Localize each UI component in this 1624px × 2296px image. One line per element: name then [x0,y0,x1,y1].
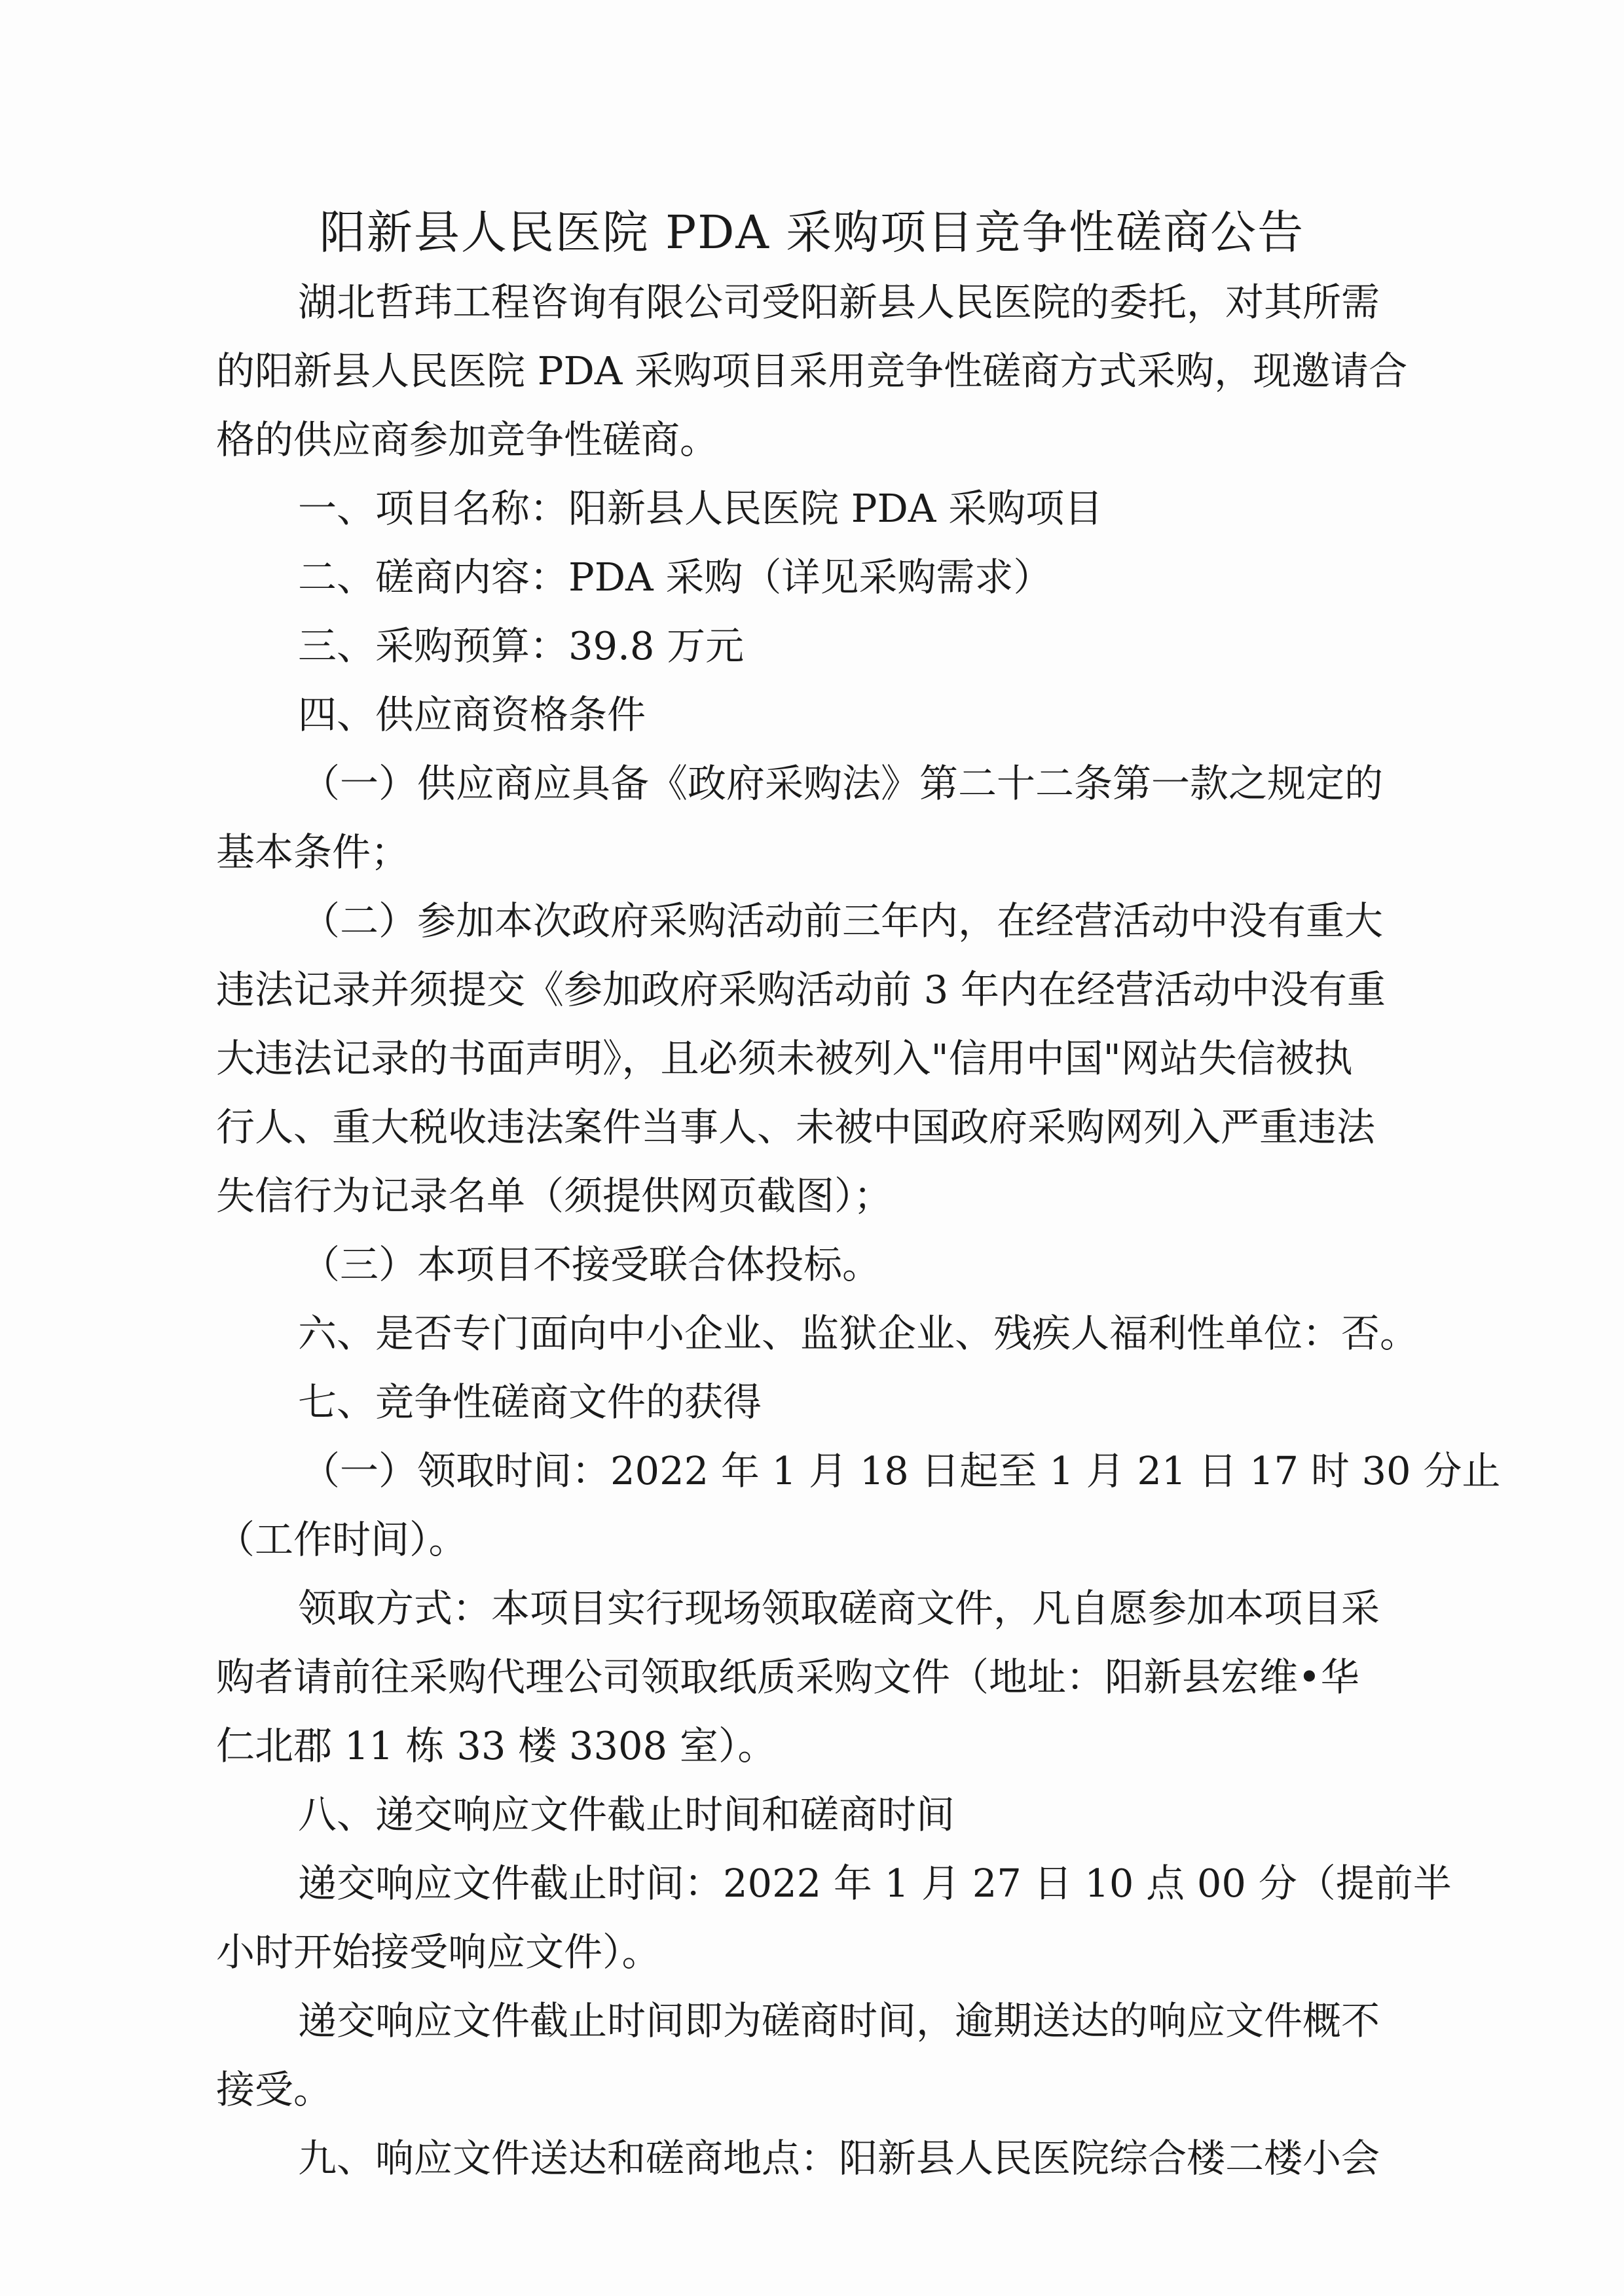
paragraph-line: 二、磋商内容：PDA 采购（详见采购需求） [298,555,1052,600]
paragraph-line: 四、供应商资格条件 [298,692,646,737]
paragraph-line: 领取方式：本项目实行现场领取磋商文件，凡自愿参加本项目采 [298,1586,1380,1631]
paragraph-line: （一）供应商应具备《政府采购法》第二十二条第一款之规定的 [301,761,1384,806]
paragraph-line: 八、递交响应文件截止时间和磋商时间 [298,1792,955,1837]
paragraph-line: 七、竞争性磋商文件的获得 [298,1379,762,1425]
paragraph-line: 仁北郡 11 栋 33 楼 3308 室）。 [216,1723,777,1768]
paragraph-line: 的阳新县人民医院 PDA 采购项目采用竞争性磋商方式采购，现邀请合 [216,348,1408,393]
paragraph-line: 九、响应文件送达和磋商地点：阳新县人民医院综合楼二楼小会 [298,2136,1380,2181]
paragraph-line: 行人、重大税收违法案件当事人、未被中国政府采购网列入严重违法 [216,1104,1376,1150]
paragraph-line: 购者请前往采购代理公司领取纸质采购文件（地址：阳新县宏维•华 [216,1654,1359,1700]
paragraph-line: 递交响应文件截止时间：2022 年 1 月 27 日 10 点 00 分（提前半 [298,1861,1452,1906]
paragraph-line: 递交响应文件截止时间即为磋商时间，逾期送达的响应文件概不 [298,1998,1380,2043]
paragraph-line: （二）参加本次政府采购活动前三年内，在经营活动中没有重大 [301,898,1384,943]
paragraph-line: 六、是否专门面向中小企业、监狱企业、残疾人福利性单位：否。 [298,1311,1419,1356]
paragraph-line: 违法记录并须提交《参加政府采购活动前 3 年内在经营活动中没有重 [216,967,1386,1012]
paragraph-line: （工作时间）。 [216,1517,468,1562]
paragraph-line: 格的供应商参加竞争性磋商。 [216,417,719,462]
paragraph-line: 一、项目名称：阳新县人民医院 PDA 采购项目 [298,486,1103,531]
paragraph-line: 基本条件； [216,829,410,875]
paragraph-line: 小时开始接受响应文件）。 [216,1929,661,1975]
paragraph-line: 三、采购预算：39.8 万元 [298,623,745,668]
paragraph-line: 接受。 [216,2067,333,2112]
paragraph-line: （一）领取时间：2022 年 1 月 18 日起至 1 月 21 日 17 时 30 分止 [301,1448,1501,1493]
document-title: 阳新县人民医院 PDA 采购项目竞争性磋商公告 [319,206,1305,259]
paragraph-line: 失信行为记录名单（须提供网页截图）； [216,1173,893,1218]
paragraph-line: 湖北哲玮工程咨询有限公司受阳新县人民医院的委托，对其所需 [298,280,1380,325]
paragraph-line: （三）本项目不接受联合体投标。 [301,1242,881,1287]
paragraph-line: 大违法记录的书面声明》，且必须未被列入"信用中国"网站失信被执 [216,1036,1353,1081]
